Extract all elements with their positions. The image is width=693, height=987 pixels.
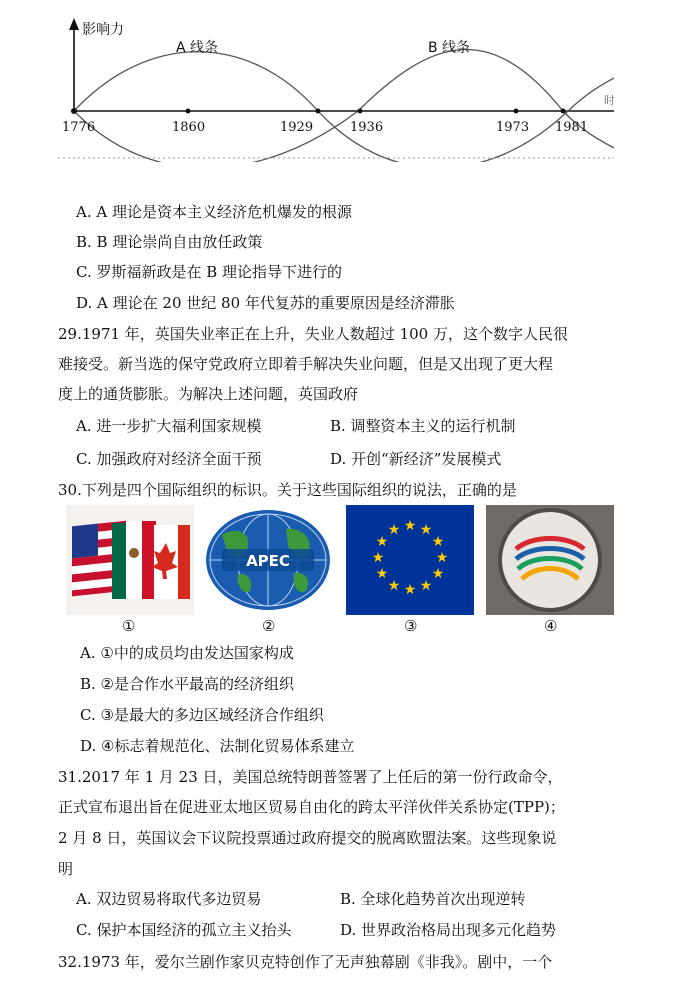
q29-stem-line-2: 难接受。新当选的保守党政府立即着手解决失业问题，但是又出现了更大程 xyxy=(58,355,554,373)
svg-text:★: ★ xyxy=(387,578,401,594)
q32-stem-line-1: 32.1973 年，爱尔兰剧作家贝克特创作了无声独幕剧《非我》。剧中，一个 xyxy=(58,953,553,971)
svg-text:★: ★ xyxy=(371,550,385,566)
q31-stem-line-1: 31.2017 年 1 月 23 日，美国总统特朗普签署了上任后的第一份行政命令， xyxy=(58,768,563,786)
svg-text:★: ★ xyxy=(403,518,417,534)
influence-graph xyxy=(58,12,614,162)
q29-option-c[interactable]: C. 加强政府对经济全面干预 xyxy=(76,450,262,468)
q30-option-a[interactable]: A. ①中的成员均由发达国家构成 xyxy=(80,644,294,662)
q31-option-b[interactable]: B. 全球化趋势首次出现逆转 xyxy=(340,890,526,908)
q31-stem-line-4: 明 xyxy=(58,860,74,878)
caption-1: ① xyxy=(122,617,136,635)
q31-stem-line-2: 正式宣布退出旨在促进亚太地区贸易自由化的跨太平洋伙伴关系协定(TPP)； xyxy=(58,798,565,816)
q29-option-d[interactable]: D. 开创“新经济”发展模式 xyxy=(330,450,502,468)
tick-dot-1929 xyxy=(316,109,321,114)
q28-option-b[interactable]: B. B 理论崇尚自由放任政策 xyxy=(76,233,263,251)
q28-option-a[interactable]: A. A 理论是资本主义经济危机爆发的根源 xyxy=(76,203,352,221)
q28-option-d[interactable]: D. A 理论在 20 世纪 80 年代复苏的重要原因是经济滞胀 xyxy=(76,294,455,312)
svg-text:★: ★ xyxy=(431,534,445,550)
q31-stem-line-3: 2 月 8 日，英国议会下议院投票通过政府提交的脱离欧盟法案。这些现象说 xyxy=(58,829,557,847)
tick-dot-1776 xyxy=(71,108,77,114)
svg-text:★: ★ xyxy=(387,522,401,538)
tick-label-1929: 1929 xyxy=(280,120,314,135)
svg-text:★: ★ xyxy=(435,550,449,566)
line-a-label: A 线条 xyxy=(176,40,219,56)
line-b-curve xyxy=(74,50,614,162)
svg-text:★: ★ xyxy=(419,578,433,594)
tick-dot-1936 xyxy=(358,109,363,114)
nafta-logo xyxy=(66,505,194,615)
tick-label-1981: 1981 xyxy=(555,120,589,135)
y-axis-arrow-icon xyxy=(69,18,79,30)
q29-stem-line-1: 29.1971 年，英国失业率正在上升，失业人数超过 100 万，这个数字人民很 xyxy=(58,325,568,343)
q29-option-a[interactable]: A. 进一步扩大福利国家规模 xyxy=(76,417,262,435)
q28-option-c[interactable]: C. 罗斯福新政是在 B 理论指导下进行的 xyxy=(76,263,343,281)
svg-text:★: ★ xyxy=(375,534,389,550)
eu-logo xyxy=(346,505,474,615)
caption-4: ④ xyxy=(544,617,558,635)
tick-label-1973: 1973 xyxy=(496,120,530,135)
tick-dot-1860 xyxy=(186,109,191,114)
influence-graph-svg xyxy=(58,12,614,162)
tick-dot-1973 xyxy=(514,109,519,114)
nafta-flags-icon xyxy=(66,505,194,615)
svg-text:★: ★ xyxy=(431,566,445,582)
tick-dot-1981 xyxy=(561,109,566,114)
q30-option-b[interactable]: B. ②是合作水平最高的经济组织 xyxy=(80,675,295,693)
caption-2: ② xyxy=(262,617,276,635)
apec-globe-icon xyxy=(204,505,332,615)
wto-swirl-icon xyxy=(486,505,614,615)
eu-stars-icon xyxy=(346,505,474,615)
svg-text:★: ★ xyxy=(419,522,433,538)
q30-option-c[interactable]: C. ③是最大的多边区域经济合作组织 xyxy=(80,706,324,724)
tick-label-1860: 1860 xyxy=(172,120,206,135)
q30-option-d[interactable]: D. ④标志着规范化、法制化贸易体系建立 xyxy=(80,737,355,755)
q31-option-c[interactable]: C. 保护本国经济的孤立主义抬头 xyxy=(76,921,292,939)
q29-option-b[interactable]: B. 调整资本主义的运行机制 xyxy=(330,417,516,435)
q29-stem-line-3: 度上的通货膨胀。为解决上述问题，英国政府 xyxy=(58,385,359,403)
q31-option-a[interactable]: A. 双边贸易将取代多边贸易 xyxy=(76,890,262,908)
wto-logo xyxy=(486,505,614,615)
apec-text: APEC xyxy=(246,552,290,570)
line-a-curve xyxy=(74,52,614,162)
tick-label-1776: 1776 xyxy=(62,120,96,135)
x-axis-hint: 时 xyxy=(604,94,614,107)
caption-3: ③ xyxy=(404,617,418,635)
line-b-label: B 线条 xyxy=(428,40,471,56)
svg-text:★: ★ xyxy=(375,566,389,582)
tick-label-1936: 1936 xyxy=(350,120,384,135)
q31-option-d[interactable]: D. 世界政治格局出现多元化趋势 xyxy=(340,921,557,939)
y-axis-label: 影响力 xyxy=(82,22,124,38)
apec-logo xyxy=(204,505,332,615)
q30-stem: 30.下列是四个国际组织的标识。关于这些国际组织的说法，正确的是 xyxy=(58,481,517,499)
svg-text:★: ★ xyxy=(403,582,417,598)
